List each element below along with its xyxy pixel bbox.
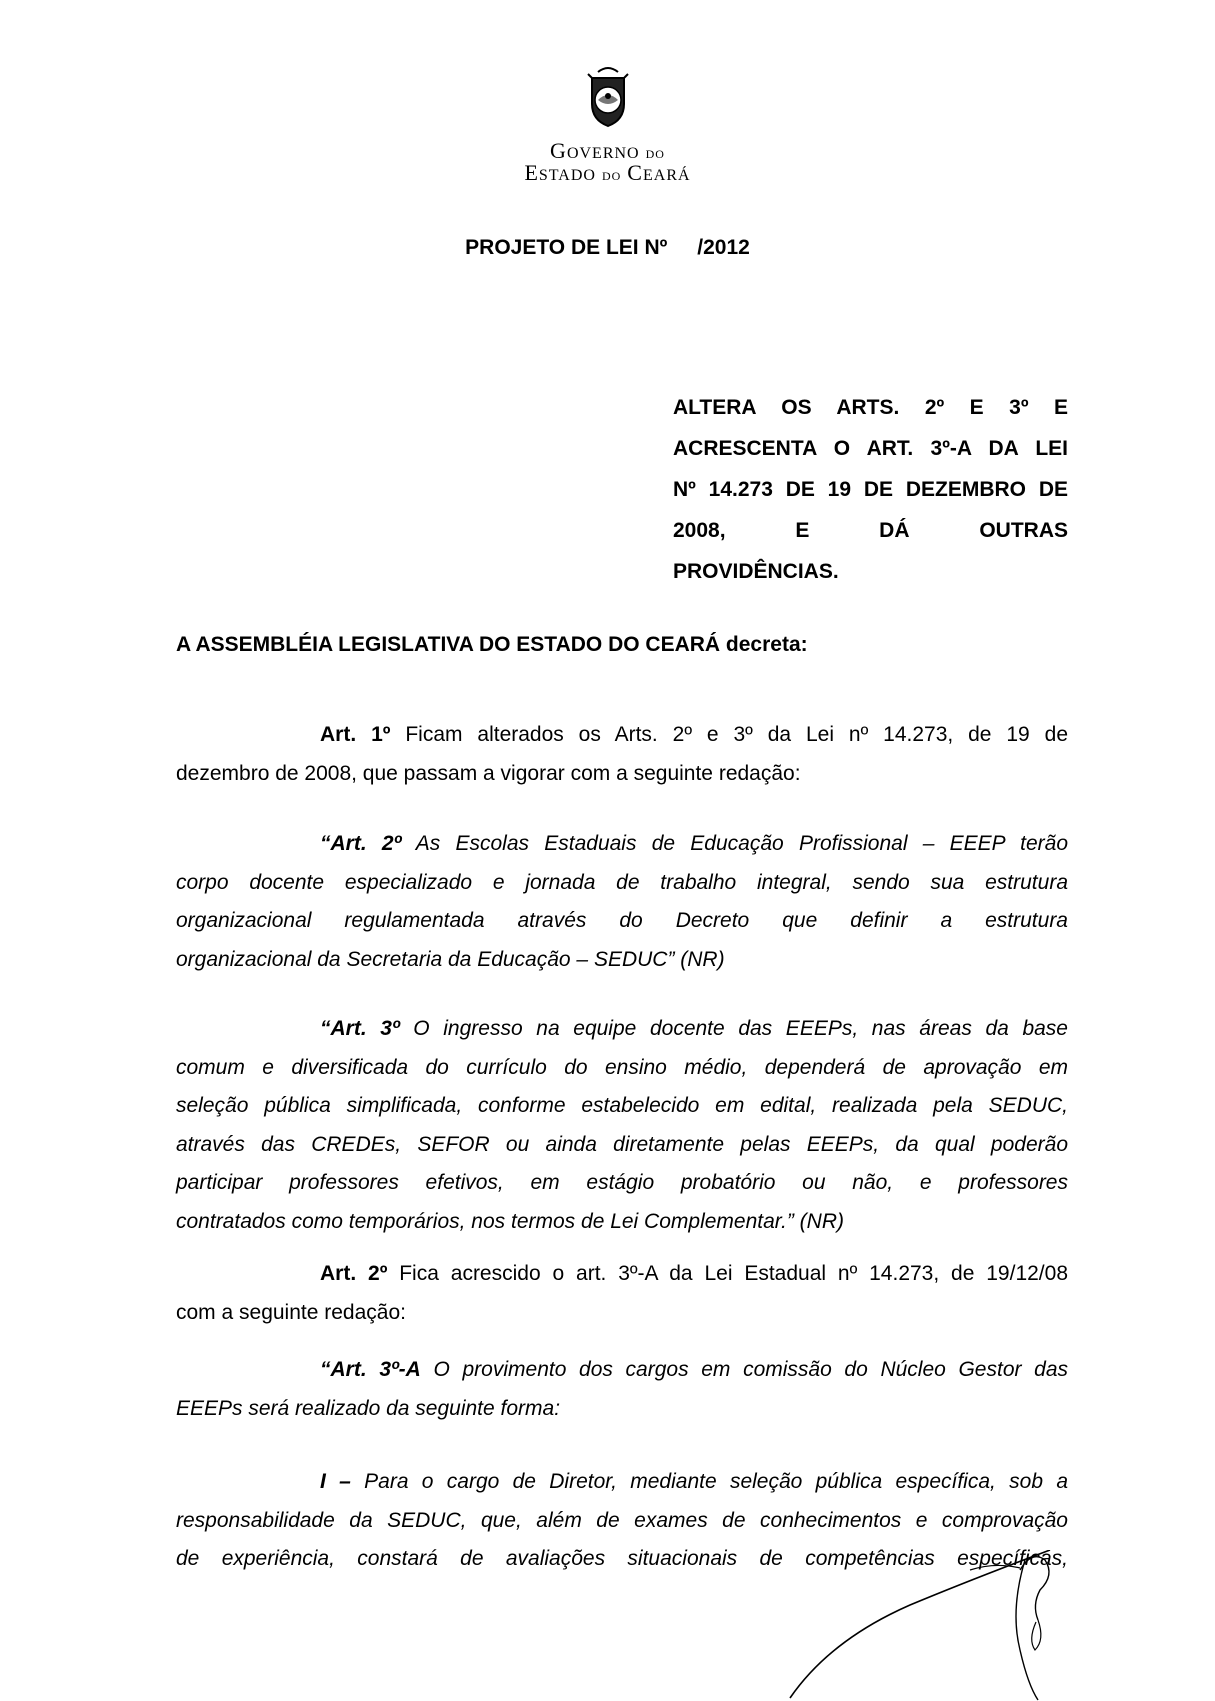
quoted-article-3a: “Art. 3º-A O provimento dos cargos em comissão do Núcleo Gestor das EEEPs será realizado da seguinte forma: bbox=[176, 1358, 1069, 1420]
inciso-label: I – bbox=[320, 1470, 351, 1493]
government-name-line2: ESTADO DO CEARÁ bbox=[524, 160, 691, 185]
ementa-line: Nº 14.273 DE 19 DE DEZEMBRO DE bbox=[673, 478, 1068, 501]
ementa-line: 2008, E DÁ OUTRAS bbox=[673, 519, 1068, 542]
handwritten-signature bbox=[770, 1550, 1070, 1701]
article-label: Art. 2º bbox=[320, 1262, 388, 1285]
government-name-line1: GOVERNO DO bbox=[550, 138, 665, 163]
article-label: “Art. 3º bbox=[320, 1017, 400, 1040]
quoted-article-3: “Art. 3º O ingresso na equipe docente das EEEPs, nas áreas da base comum e diversificada do currículo do ensino médio, dependerá de aprovação em seleção pública simplificada, conforme estabelecido em edital, realizada pela SEDUC, através das CREDEs, SEFOR ou ainda diretamente pelas EEEPs, da qual poderão participar professores efetivos, em estágio probatório ou não, e professores contratados como temporários, nos termos de Lei Complementar.” (NR) bbox=[176, 1017, 1068, 1233]
article-1: Art. 1º Ficam alterados os Arts. 2º e 3º da Lei nº 14.273, de 19 de dezembro de 2008, que passam a vigorar com a seguinte redação: bbox=[176, 723, 1068, 785]
article-label: “Art. 2º bbox=[320, 832, 402, 855]
quoted-article-2: “Art. 2º As Escolas Estaduais de Educação Profissional – EEEP terão corpo docente especializado e jornada de trabalho integral, sendo sua estrutura organizacional regulamentada através do Decreto que definir a estrutura organizacional da Secretaria da Educação – SEDUC” (NR) bbox=[176, 832, 1068, 971]
ementa-line: ACRESCENTA O ART. 3º-A DA LEI bbox=[673, 437, 1068, 460]
ementa bbox=[673, 387, 1068, 592]
article-label: “Art. 3º-A bbox=[320, 1358, 421, 1381]
preamble: A ASSEMBLÉIA LEGISLATIVA DO ESTADO DO CEARÁ decreta: bbox=[176, 633, 808, 656]
article-label: Art. 1º bbox=[320, 723, 391, 746]
ementa-line: ALTERA OS ARTS. 2º E 3º E bbox=[673, 396, 1068, 419]
document-title: PROJETO DE LEI Nº /2012 bbox=[465, 236, 750, 259]
article-2: Art. 2º Fica acrescido o art. 3º-A da Lei Estadual nº 14.273, de 19/12/08 com a seguinte redação: bbox=[176, 1262, 1068, 1324]
ementa-line: PROVIDÊNCIAS. bbox=[673, 560, 839, 583]
inciso-1: I – Para o cargo de Diretor, mediante seleção pública específica, sob a responsabilidade da SEDUC, que, além de exames de conhecimentos e comprovação de experiência, constará de avaliações situacionais de competências específicas, bbox=[176, 1470, 1069, 1570]
state-seal-icon bbox=[578, 64, 638, 130]
